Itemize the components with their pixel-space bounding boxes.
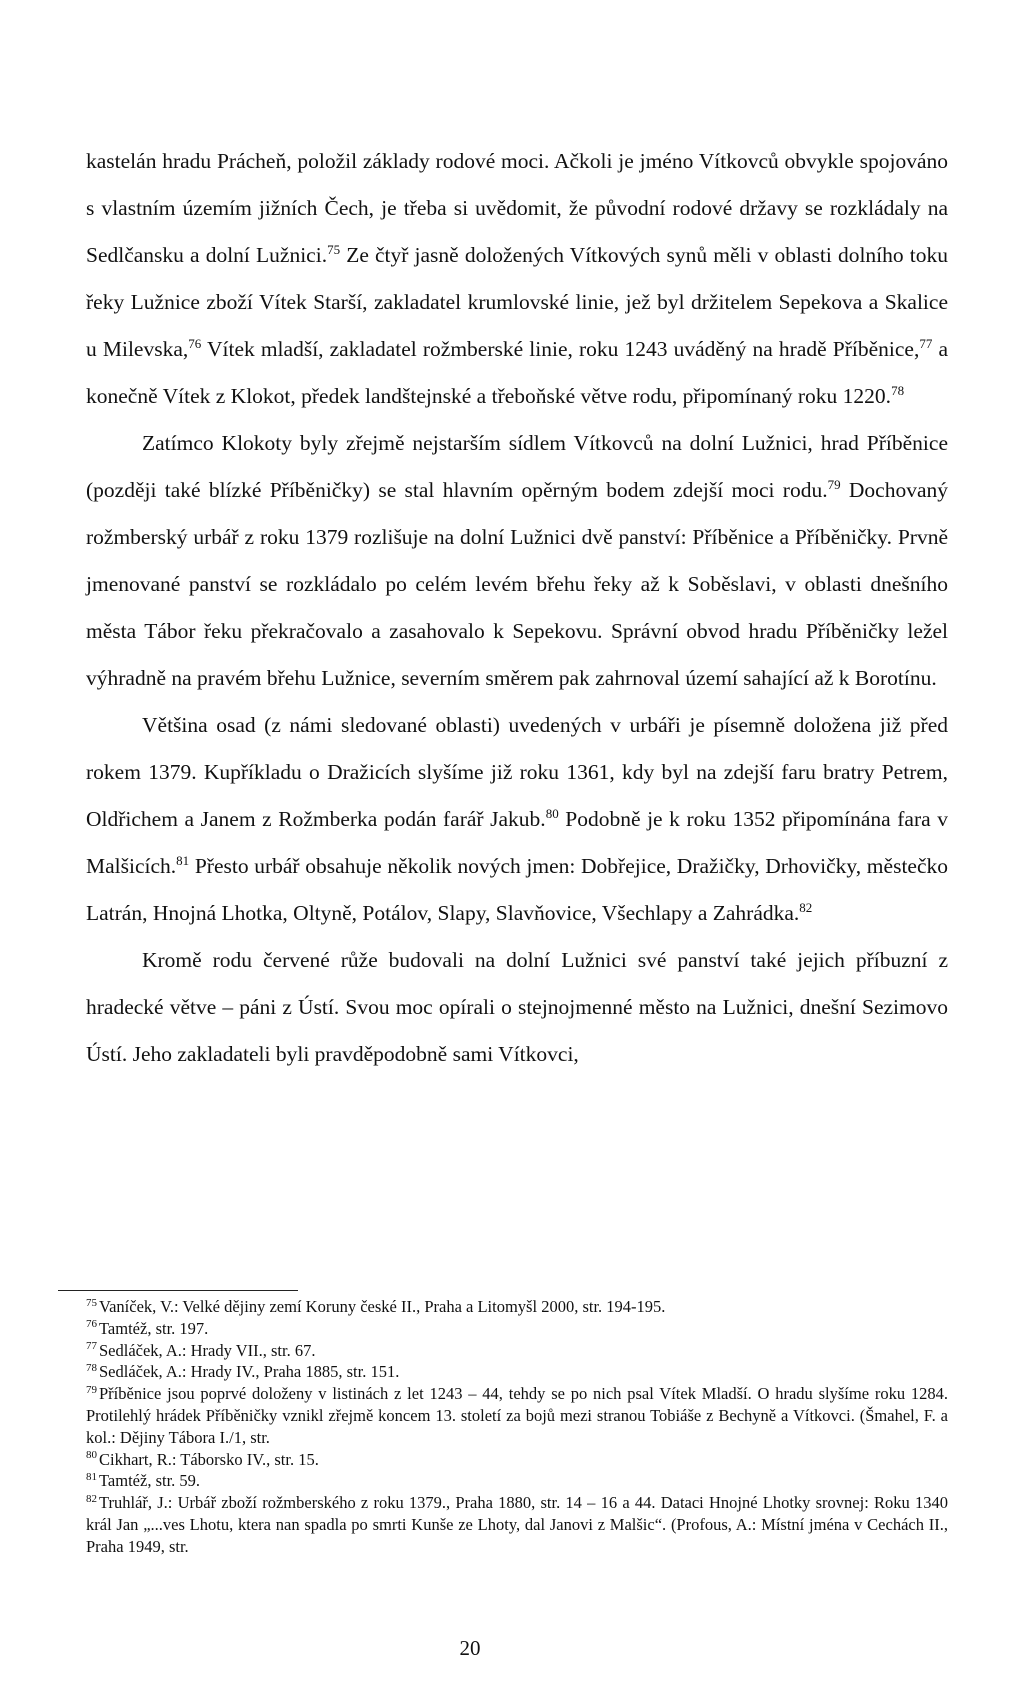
- text-run: Přesto urbář obsahuje několik nových jmen: Dobřejice, Dražičky, Drhovičky, městečko Latrán, Hnojná Lhotka, Oltyně, Potálov, Slapy, Slavňovice, Všechlapy a Zahrádka.: [86, 854, 948, 925]
- footnote: [86, 1318, 948, 1340]
- text-run: Většina osad (z námi sledované oblasti) uvedených v urbáři je písemně doložena již před rokem 1379. Kupříkladu o Dražicích slyšíme již roku 1361, kdy byl na zdejší faru bratry Petrem, Oldřichem a Janem z Rožmberka podán farář Jakub.: [86, 713, 948, 831]
- footnote-text: Cikhart, R.: Táborsko IV., str. 15.: [99, 1449, 319, 1469]
- text-run: Kromě rodu červené růže budovali na dolní Lužnici své panství také jejich příbuzní z hradecké větve – páni z Ústí. Svou moc opírali o stejnojmenné město na Lužnici, dnešní Sezimovo Ústí. Jeho zakladateli byli pravděpodobně sami Vítkovci,: [86, 948, 948, 1066]
- footnote-number: 76: [86, 1318, 97, 1331]
- paragraph: [86, 420, 948, 702]
- footnote: [86, 1383, 948, 1448]
- footnote-text: Sedláček, A.: Hrady IV., Praha 1885, str. 151.: [99, 1362, 400, 1382]
- footnote-text: Příběnice jsou poprvé doloženy v listinách z let 1243 – 44, tehdy se po nich psal Vítek Mladší. O hradu slyšíme roku 1284. Protilehlý hrádek Příběničky vznikl zřejmě koncem 13. století za bojů mezi stranou Tobiáše z Bechyně a Vítkovci. (Šmahel, F. a kol.: Dějiny Tábora I./1, str.: [86, 1384, 948, 1447]
- footnote-number: 75: [86, 1296, 97, 1309]
- footnote-number: 80: [86, 1449, 97, 1462]
- page-number: 20: [459, 1636, 481, 1660]
- text-run: Ze čtyř jasně doložených Vítkových synů měli v oblasti dolního toku řeky Lužnice zboží Vítek Starší, zakladatel krumlovské linie, jež byl držitelem Sepekova a Skalice u Milevska,: [86, 243, 948, 361]
- footnote-number: 82: [86, 1492, 97, 1505]
- footnote-reference[interactable]: 75: [327, 241, 341, 257]
- footnote: [86, 1340, 948, 1362]
- text-run: Zatímco Klokoty byly zřejmě nejstarším sídlem Vítkovců na dolní Lužnici, hrad Příběnice (později také blízké Příběničky) se stal hlavním opěrným bodem zdejší moci rodu.: [86, 431, 948, 502]
- paragraph: [86, 937, 948, 1078]
- text-run: Dochovaný rožmberský urbář z roku 1379 rozlišuje na dolní Lužnici dvě panství: Příběnice a Příběničky. Prvně jmenované panství se rozkládalo po celém levém břehu řeky až k Soběslavi, v oblasti dnešního města Tábor řeku překračovalo a zasahovalo k Sepekovu. Správní obvod hradu Příběničky ležel výhradně na pravém břehu Lužnice, severním směrem pak zahrnoval území sahající až k Borotínu.: [86, 478, 948, 690]
- footnote: [86, 1449, 948, 1471]
- footnote-text: Sedláček, A.: Hrady VII., str. 67.: [99, 1340, 316, 1360]
- footnote-number: 77: [86, 1340, 97, 1353]
- footnote-reference[interactable]: 80: [545, 805, 559, 821]
- footnote-reference[interactable]: 81: [176, 852, 190, 868]
- footnote-separator: [58, 1290, 298, 1291]
- footnote-reference[interactable]: 82: [799, 899, 813, 915]
- footnote-number: 78: [86, 1361, 97, 1374]
- footnote-text: Tamtéž, str. 59.: [99, 1471, 201, 1491]
- text-run: kastelán hradu Prácheň, položil základy rodové moci. Ačkoli je jméno Vítkovců obvykle spojováno s vlastním územím jižních Čech, je třeba si uvědomit, že původní rodové državy se rozkládaly na Sedlčansku a dolní Lužnici.: [86, 149, 948, 267]
- footnote: [86, 1361, 948, 1383]
- footnote: [86, 1296, 948, 1318]
- footnotes: [86, 1296, 948, 1558]
- footnote: [86, 1492, 948, 1557]
- footnote: [86, 1470, 948, 1492]
- footnote-reference[interactable]: 77: [919, 335, 933, 351]
- footnote-number: 81: [86, 1470, 97, 1483]
- text-run: Podobně je k roku 1352 připomínána fara v Malšicích.: [86, 807, 948, 878]
- body-text: [86, 138, 948, 1078]
- footnote-text: Truhlář, J.: Urbář zboží rožmberského z roku 1379., Praha 1880, str. 14 – 16 a 44. Dataci Hnojné Lhotky srovnej: Roku 1340 král Jan „...ves Lhotu, ktera nan spadla po smrti Kunše ze Lhoty, dal Janovi z Malšic“. (Profous, A.: Místní jména v Cechách II., Praha 1949, str.: [86, 1493, 948, 1556]
- paragraph: [86, 702, 948, 937]
- footnote-text: Vaníček, V.: Velké dějiny zemí Koruny české II., Praha a Litomyšl 2000, str. 194-195.: [99, 1297, 666, 1316]
- text-run: a konečně Vítek z Klokot, předek landštejnské a třeboňské větve rodu, připomínaný roku 1220.: [86, 337, 948, 408]
- footnote-reference[interactable]: 76: [188, 335, 202, 351]
- footnote-reference[interactable]: 79: [827, 476, 841, 492]
- text-run: Vítek mladší, zakladatel rožmberské linie, roku 1243 uváděný na hradě Příběnice,: [201, 337, 920, 361]
- footnote-number: 79: [86, 1383, 97, 1396]
- footnote-text: Tamtéž, str. 197.: [99, 1318, 209, 1338]
- footnote-reference[interactable]: 78: [891, 382, 905, 398]
- paragraph: [86, 138, 948, 420]
